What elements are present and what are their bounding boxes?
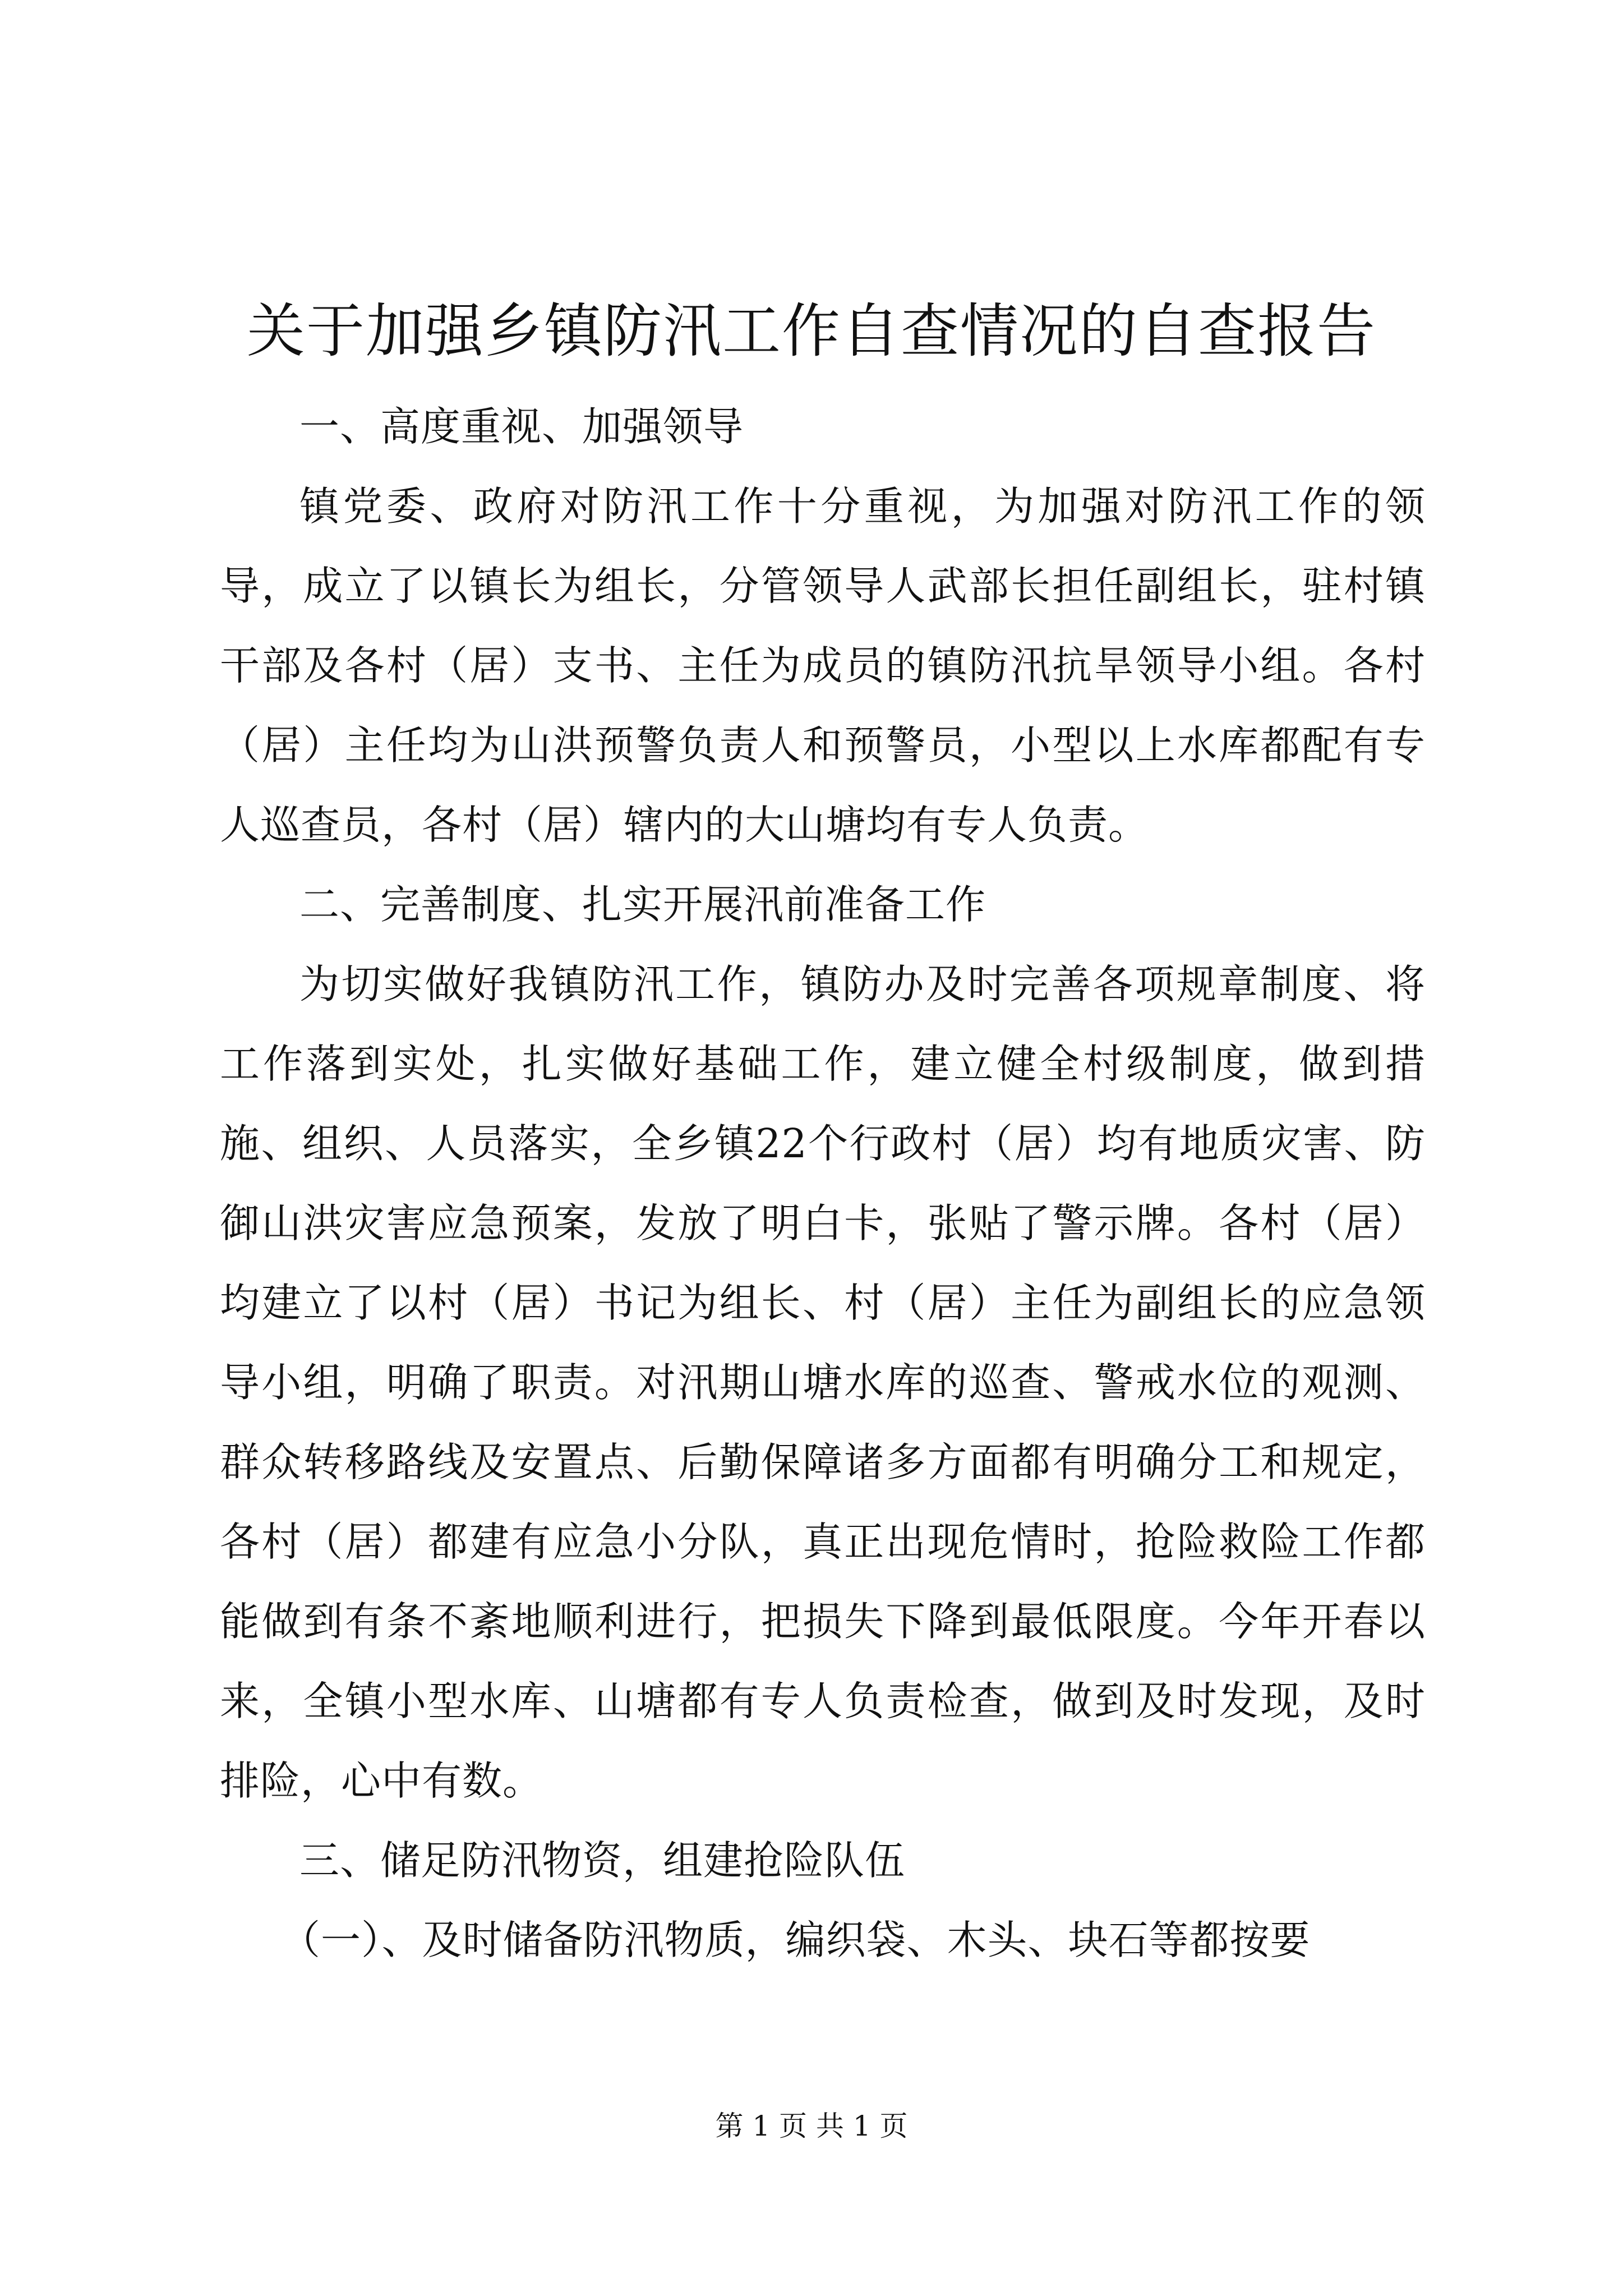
section-subitem-1: （一）、及时储备防汛物质，编织袋、木头、块石等都按要 <box>280 1917 1311 1963</box>
document-body <box>220 387 1426 1980</box>
section-paragraph-1: 镇党委、政府对防汛工作十分重视，为加强对防汛工作的领导，成立了以镇长为组长，分管领导人武部长担任副组长，驻村镇干部及各村（居）支书、主任为成员的镇防汛抗旱领导小组。各村（居）主任均为山洪预警负责人和预警员，小型以上水库都配有专人巡查员，各村（居）辖内的大山塘均有专人负责。 <box>220 483 1426 848</box>
section-heading-2: 二、完善制度、扎实开展汛前准备工作 <box>299 881 986 928</box>
section-heading-1: 一、高度重视、加强领导 <box>299 403 744 450</box>
page-number-footer: 第 1 页 共 1 页 <box>715 2110 908 2142</box>
section-paragraph-2: 为切实做好我镇防汛工作，镇防办及时完善各项规章制度、将工作落到实处，扎实做好基础工作，建立健全村级制度，做到措施、组织、人员落实，全乡镇22个行政村（居）均有地质灾害、防御山洪灾害应急预案，发放了明白卡，张贴了警示牌。各村（居）均建立了以村（居）书记为组长、村（居）主任为副组长的应急领导小组，明确了职责。对汛期山塘水库的巡查、警戒水位的观测、群众转移路线及安置点、后勤保障诸多方面都有明确分工和规定，各村（居）都建有应急小分队，真正出现危情时，抢险救险工作都能做到有条不紊地顺利进行，把损失下降到最低限度。今年开春以来，全镇小型水库、山塘都有专人负责检查，做到及时发现，及时排险，心中有数。 <box>220 961 1426 1804</box>
section-heading-3: 三、储足防汛物资，组建抢险队伍 <box>299 1837 906 1884</box>
document-title: 关于加强乡镇防汛工作自查情况的自查报告 <box>246 297 1376 365</box>
